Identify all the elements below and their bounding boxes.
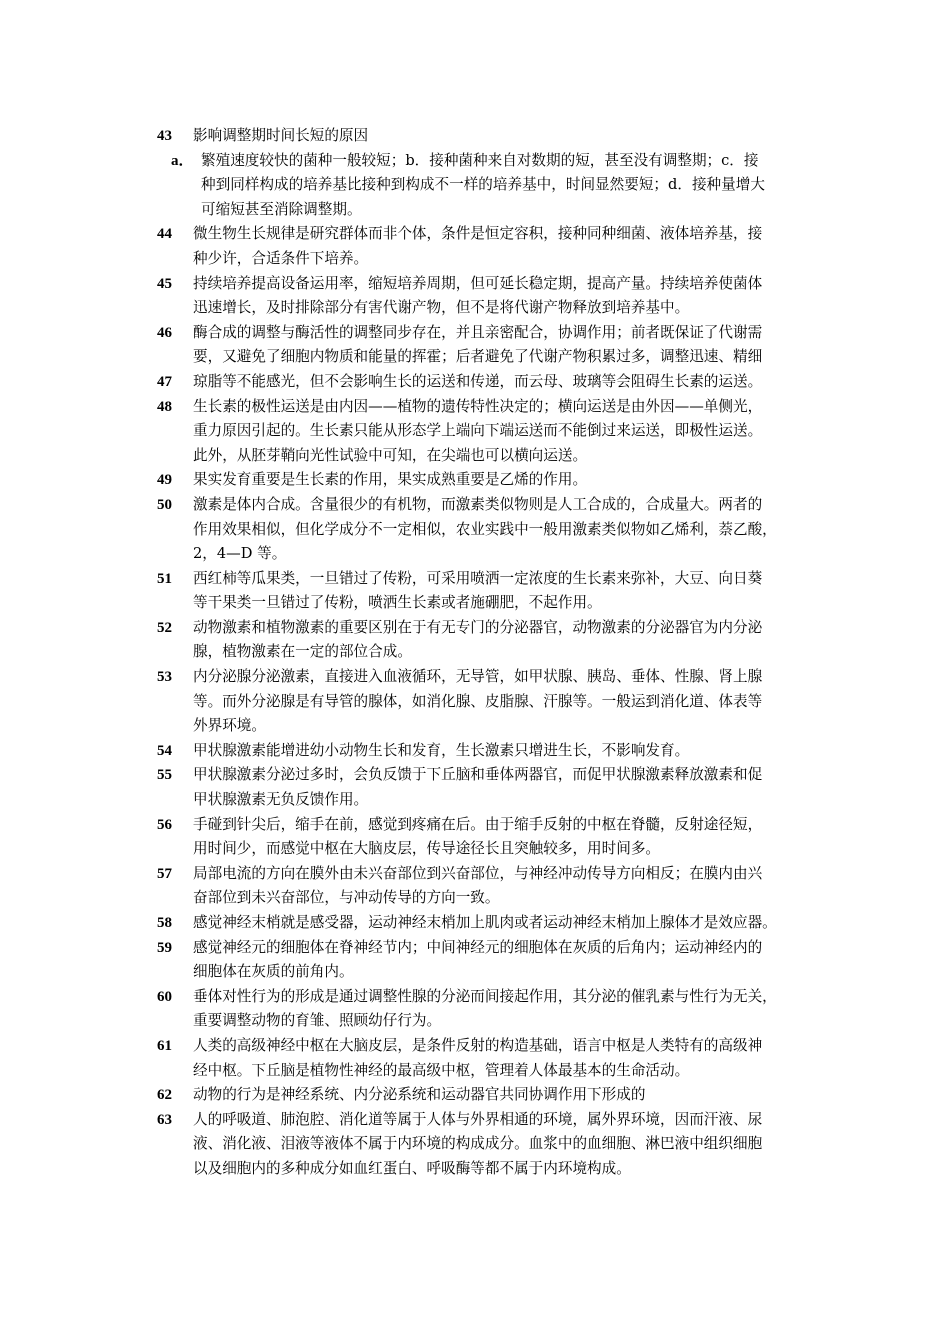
note-text — [193, 567, 857, 616]
note-number: 62 — [157, 1087, 172, 1104]
note-line: 重力原因引起的。生长素只能从形态学上端向下端运送而不能倒过来运送，即极性运送。 — [193, 422, 763, 440]
note-line: 外界环境。 — [193, 717, 266, 735]
note-line: 经中枢。下丘脑是植物性神经的最高级中枢，管理着人体最基本的生命活动。 — [193, 1061, 690, 1079]
note-text — [201, 149, 857, 223]
note-line: 奋部位到未兴奋部位，与冲动传导的方向一致。 — [193, 889, 500, 907]
note-text — [193, 763, 857, 812]
note-number: 48 — [157, 398, 172, 415]
note-line: 酶合成的调整与酶活性的调整同步存在，并且亲密配合，协调作用；前者既保证了代谢需 — [193, 323, 763, 341]
note-item — [157, 1034, 857, 1083]
note-number: a． — [171, 152, 194, 169]
note-item — [157, 911, 857, 936]
note-line: 动物激素和植物激素的重要区别在于有无专门的分泌器官，动物激素的分泌器官为内分泌 — [193, 618, 763, 636]
note-number: 44 — [157, 226, 172, 243]
note-item — [157, 813, 857, 862]
note-number: 58 — [157, 915, 172, 931]
note-line: 甲状腺激素无负反馈作用。 — [193, 791, 369, 809]
note-item — [157, 985, 857, 1034]
note-line: 微生物生长规律是研究群体而非个体，条件是恒定容积，接种同种细菌、液体培养基，接 — [193, 225, 763, 243]
note-line: 琼脂等不能感光，但不会影响生长的运送和传递，而云母、玻璃等会阻碍生长素的运送。 — [193, 372, 763, 390]
note-text — [193, 911, 857, 936]
note-number: 56 — [157, 816, 172, 833]
note-line: 细胞体在灰质的前角内。 — [193, 963, 354, 981]
note-text — [193, 321, 857, 370]
note-text — [193, 493, 857, 567]
note-item — [157, 1083, 857, 1108]
note-line: 感觉神经末梢就是感受器，运动神经末梢加上肌肉或者运动神经末梢加上腺体才是效应器。 — [193, 914, 777, 931]
note-number: 43 — [157, 128, 172, 144]
note-line: 激素是体内合成。含量很少的有机物，而激素类似物则是人工合成的，合成量大。两者的 — [193, 495, 763, 513]
note-item — [157, 468, 857, 493]
note-text — [193, 222, 857, 271]
note-line: 等。而外分泌腺是有导管的腺体，如消化腺、皮脂腺、汗腺等。一般运到消化道、体表等 — [193, 692, 763, 710]
note-number: 57 — [157, 865, 172, 882]
note-item — [157, 395, 857, 469]
note-number: 45 — [157, 275, 172, 292]
note-text — [193, 936, 857, 985]
note-text — [193, 739, 857, 764]
note-number: 53 — [157, 669, 172, 686]
note-line: 影响调整期时间长短的原因 — [193, 127, 369, 144]
note-text — [193, 468, 857, 493]
note-number: 54 — [157, 742, 172, 759]
note-line: 感觉神经元的细胞体在脊神经节内；中间神经元的细胞体在灰质的后角内；运动神经内的 — [193, 938, 763, 956]
note-text — [193, 272, 857, 321]
note-line: 果实发育重要是生长素的作用，果实成熟重要是乙烯的作用。 — [193, 471, 588, 489]
note-item — [157, 222, 857, 271]
note-text — [193, 985, 857, 1034]
note-line: 动物的行为是神经系统、内分泌系统和运动器官共同协调作用下形成的 — [193, 1086, 646, 1104]
note-line: 用时间少，而感觉中枢在大脑皮层，传导途径长且突触较多，用时间多。 — [193, 840, 661, 858]
note-line: 2，4—D 等。 — [193, 545, 287, 563]
note-line: 作用效果相似，但化学成分不一定相似，农业实践中一般用激素类似物如乙烯利，萘乙酸， — [193, 520, 777, 538]
note-line: 种到同样构成的培养基比接种到构成不一样的培养基中，时间显然要短；d．接种量增大 — [201, 176, 765, 194]
note-line: 液、消化液、泪液等液体不属于内环境的构成成分。血浆中的血细胞、淋巴液中组织细胞 — [193, 1135, 763, 1153]
note-number: 51 — [157, 570, 172, 587]
note-line: 垂体对性行为的形成是通过调整性腺的分泌而间接起作用，其分泌的催乳素与性行为无关， — [193, 987, 777, 1005]
note-line: 持续培养提高设备运用率，缩短培养周期，但可延长稳定期，提高产量。持续培养使菌体 — [193, 274, 763, 292]
note-item — [157, 493, 857, 567]
note-line: 可缩短甚至消除调整期。 — [201, 200, 362, 218]
note-item — [157, 567, 857, 616]
note-number: 46 — [157, 324, 172, 341]
note-item — [157, 739, 857, 764]
note-number: 59 — [157, 939, 172, 956]
note-line: 西红柿等瓜果类，一旦错过了传粉，可采用喷洒一定浓度的生长素来弥补，大豆、向日葵 — [193, 569, 763, 587]
note-line: 手碰到针尖后，缩手在前，感觉到疼痛在后。由于缩手反射的中枢在脊髓，反射途径短， — [193, 815, 763, 833]
note-text — [193, 665, 857, 739]
note-line: 甲状腺激素能增进幼小动物生长和发育，生长激素只增进生长，不影响发育。 — [193, 741, 690, 759]
note-text — [193, 1083, 857, 1108]
note-number: 55 — [157, 767, 172, 784]
note-text — [193, 813, 857, 862]
note-item — [157, 124, 857, 149]
note-line: 繁殖速度较快的菌种一般较短；b．接种菌种来自对数期的短，甚至没有调整期；c．接 — [201, 151, 759, 169]
note-line: 重要调整动物的育雏、照顾幼仔行为。 — [193, 1012, 442, 1030]
note-text — [193, 395, 857, 469]
note-item — [157, 936, 857, 985]
note-number: 47 — [157, 373, 172, 390]
note-number: 60 — [157, 988, 172, 1005]
note-item — [157, 370, 857, 395]
note-line: 此外，从胚芽鞘向光性试验中可知，在尖端也可以横向运送。 — [193, 446, 588, 464]
note-line: 甲状腺激素分泌过多时，会负反馈于下丘脑和垂体两器官，而促甲状腺激素释放激素和促 — [193, 766, 763, 784]
note-number: 52 — [157, 619, 172, 636]
note-line: 腺，植物激素在一定的部位合成。 — [193, 643, 412, 661]
note-line: 内分泌腺分泌激素，直接进入血液循环，无导管，如甲状腺、胰岛、垂体、性腺、肾上腺 — [193, 668, 763, 686]
note-text — [193, 616, 857, 665]
note-number: 61 — [157, 1037, 172, 1054]
note-text — [193, 862, 857, 911]
note-text — [193, 124, 857, 149]
note-item — [157, 272, 857, 321]
note-number: 50 — [157, 496, 172, 513]
note-line: 要，又避免了细胞内物质和能量的挥霍；后者避免了代谢产物积累过多，调整迅速、精细 — [193, 348, 763, 366]
notes-list — [157, 124, 857, 1182]
note-item — [157, 616, 857, 665]
note-item — [157, 321, 857, 370]
note-item — [157, 763, 857, 812]
note-item — [157, 665, 857, 739]
note-line: 等干果类一旦错过了传粉，喷洒生长素或者施硼肥，不起作用。 — [193, 594, 602, 612]
note-text — [193, 1034, 857, 1083]
note-line: 以及细胞内的多种成分如血红蛋白、呼吸酶等都不属于内环境构成。 — [193, 1159, 631, 1177]
note-line: 局部电流的方向在膜外由未兴奋部位到兴奋部位，与神经冲动传导方向相反；在膜内由兴 — [193, 864, 763, 882]
note-line: 人类的高级神经中枢在大脑皮层，是条件反射的构造基础，语言中枢是人类特有的高级神 — [193, 1036, 763, 1054]
note-line: 迅速增长，及时排除部分有害代谢产物，但不是将代谢产物释放到培养基中。 — [193, 299, 690, 317]
note-item — [157, 862, 857, 911]
note-line: 生长素的极性运送是由内因——植物的遗传特性决定的；横向运送是由外因——单侧光， — [193, 397, 763, 415]
note-line: 人的呼吸道、肺泡腔、消化道等属于人体与外界相通的环境，属外界环境，因而汗液、尿 — [193, 1110, 763, 1128]
note-item — [157, 149, 857, 223]
note-text — [193, 1108, 857, 1182]
note-number: 63 — [157, 1111, 172, 1128]
note-line: 种少许，合适条件下培养。 — [193, 249, 369, 267]
note-item — [157, 1108, 857, 1182]
note-number: 49 — [157, 472, 172, 489]
note-text — [193, 370, 857, 395]
